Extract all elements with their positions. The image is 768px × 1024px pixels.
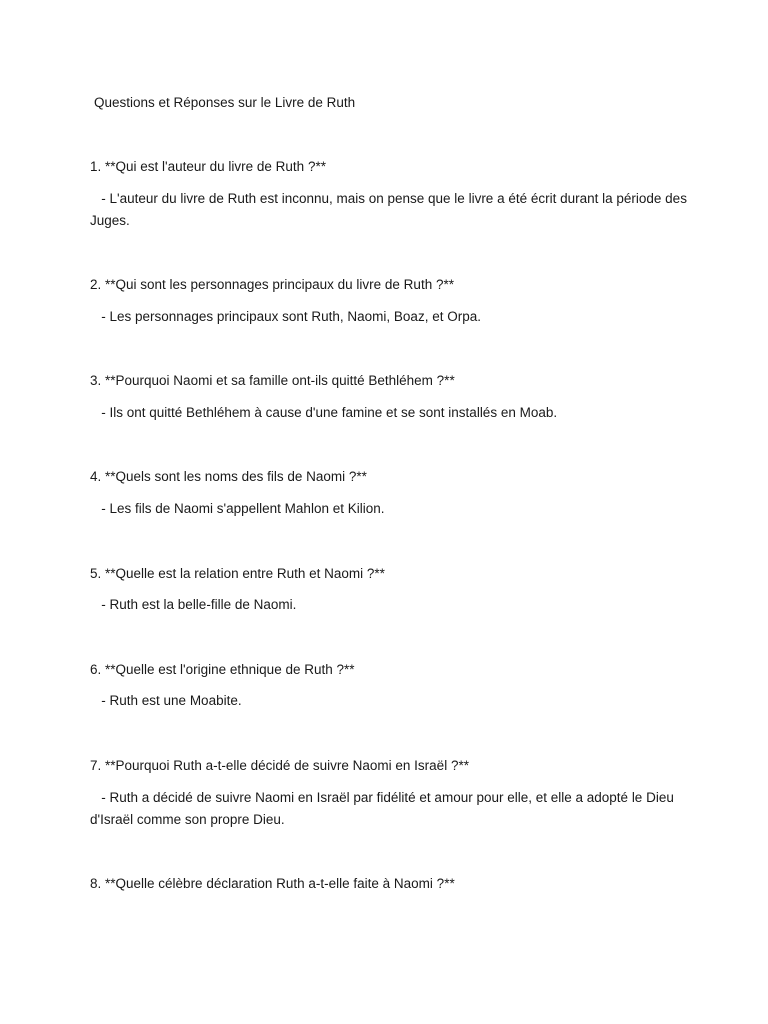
question-4: 4. **Quels sont les noms des fils de Naomi ?**: [90, 469, 367, 484]
answer-4: - Les fils de Naomi s'appellent Mahlon et Kilion.: [90, 501, 385, 516]
answer-1: - L'auteur du livre de Ruth est inconnu, mais on pense que le livre a été écrit durant la période des Juges.: [90, 191, 691, 228]
answer-2: - Les personnages principaux sont Ruth, Naomi, Boaz, et Orpa.: [90, 309, 481, 324]
answer-6: - Ruth est une Moabite.: [90, 693, 242, 708]
answer-7: - Ruth a décidé de suivre Naomi en Israël par fidélité et amour pour elle, et elle a adopté le Dieu d'Israël comme son propre Dieu.: [90, 790, 678, 827]
question-5: 5. **Quelle est la relation entre Ruth et Naomi ?**: [90, 566, 385, 581]
document-title: Questions et Réponses sur le Livre de Ruth: [94, 95, 356, 110]
question-7: 7. **Pourquoi Ruth a-t-elle décidé de suivre Naomi en Israël ?**: [90, 758, 469, 773]
question-6: 6. **Quelle est l'origine ethnique de Ruth ?**: [90, 662, 355, 677]
answer-5: - Ruth est la belle-fille de Naomi.: [90, 597, 297, 612]
question-3: 3. **Pourquoi Naomi et sa famille ont-ils quitté Bethléhem ?**: [90, 373, 455, 388]
answer-3: - Ils ont quitté Bethléhem à cause d'une famine et se sont installés en Moab.: [90, 405, 558, 420]
question-8: 8. **Quelle célèbre déclaration Ruth a-t-elle faite à Naomi ?**: [90, 876, 455, 891]
question-1: 1. **Qui est l'auteur du livre de Ruth ?**: [90, 159, 326, 174]
question-2: 2. **Qui sont les personnages principaux du livre de Ruth ?**: [90, 277, 454, 292]
